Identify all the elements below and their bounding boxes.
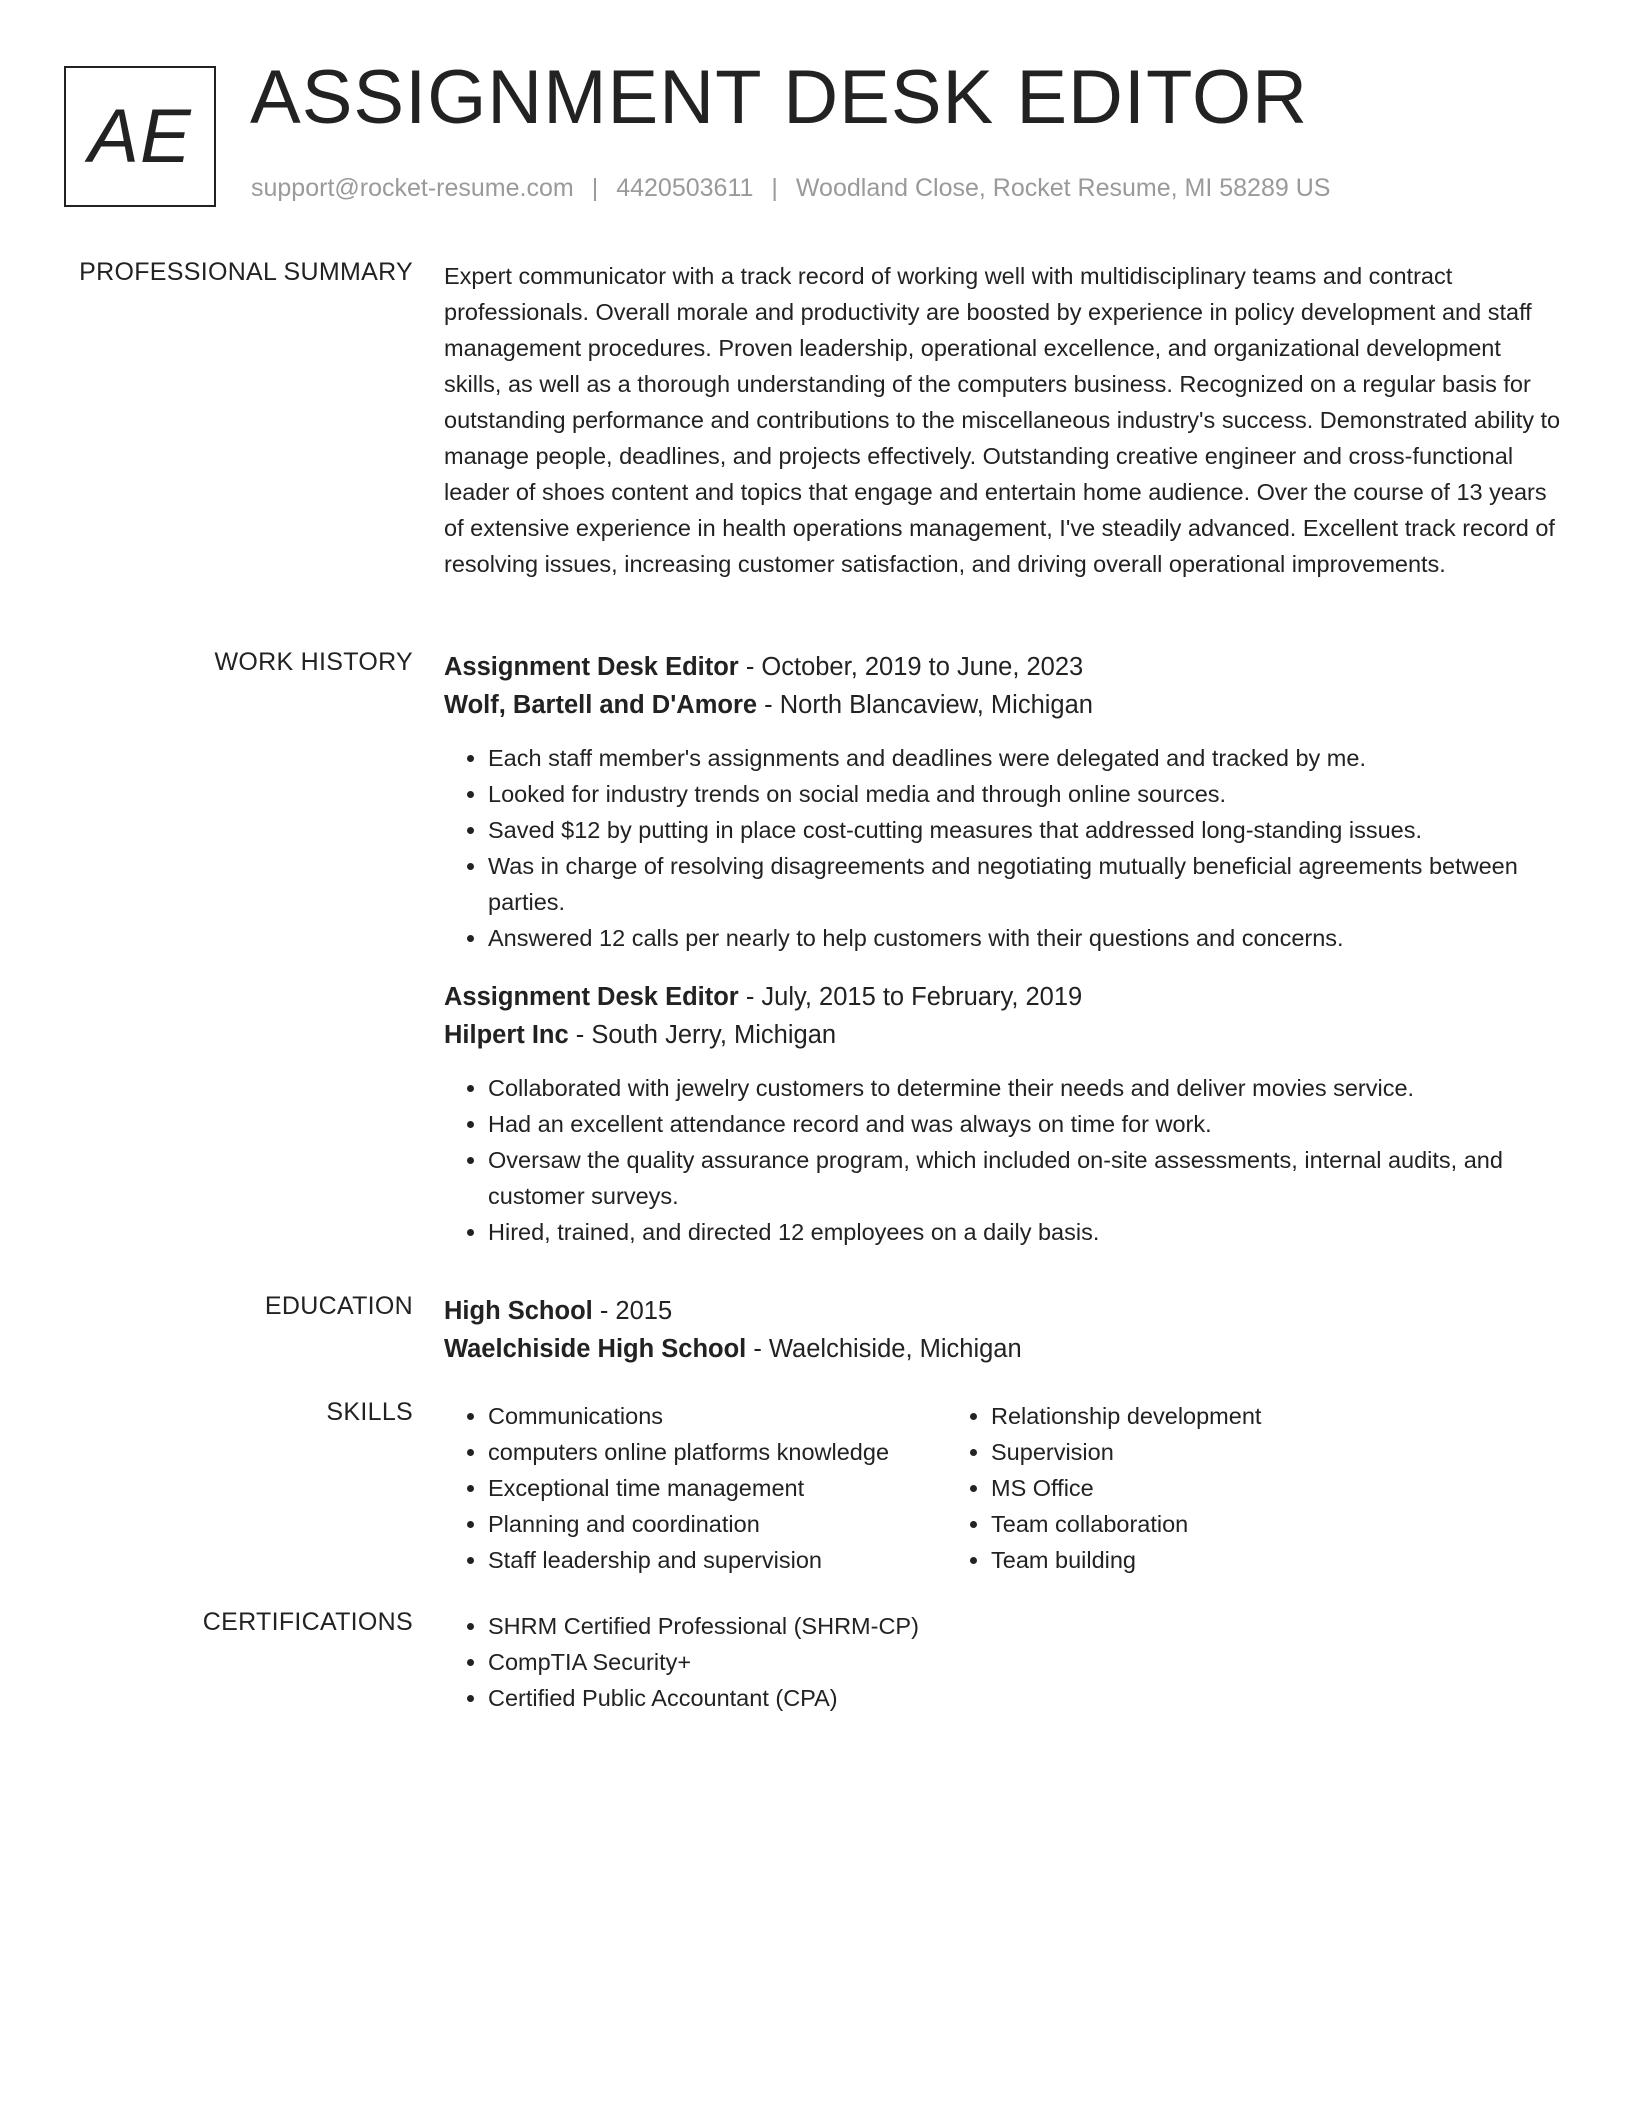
list-item: • Was in charge of resolving disagreements and negotiating mutually beneficial agreements between parties. <box>488 848 1564 920</box>
job-entry <box>444 648 1564 956</box>
job-dates: - July, 2015 to February, 2019 <box>738 983 1083 1011</box>
job-company-line <box>444 1016 1564 1054</box>
skills-columns <box>444 1398 1564 1578</box>
section-label-work-history: WORK HISTORY <box>214 648 413 676</box>
list-item: • Certified Public Accountant (CPA) <box>488 1680 919 1716</box>
job-bullets <box>444 740 1564 956</box>
certifications-list <box>444 1608 919 1716</box>
job-company: Hilpert Inc <box>444 1021 569 1049</box>
skills-column-2 <box>947 1398 1261 1578</box>
list-item: • Each staff member's assignments and deadlines were delegated and tracked by me. <box>488 740 1564 776</box>
job-location: - South Jerry, Michigan <box>568 1021 837 1049</box>
summary-text: Expert communicator with a track record of working well with multidisciplinary teams and contract professionals. Overall morale and productivity are boosted by experience in policy development and staff management procedures. Proven leadership, operational excellence, and organizational development skills, as well as a thorough understanding of the computers business. Recognized on a regular basis for outstanding performance and contributions to the miscellaneous industry's success. Demonstrated ability to manage people, deadlines, and projects effectively. Outstanding creative engineer and cross-functional leader of shoes content and topics that engage and entertain home audience. Over the course of 13 years of extensive experience in health operations management, I've steadily advanced. Excellent track record of resolving issues, increasing customer satisfaction, and driving overall operational improvements. <box>444 263 1561 577</box>
education-school: Waelchiside High School <box>444 1335 747 1363</box>
contact-email: support@rocket-resume.com <box>251 174 574 202</box>
list-item: • Team collaboration <box>991 1506 1261 1542</box>
list-item: • Communications <box>488 1398 947 1434</box>
job-title-line <box>444 978 1564 1016</box>
job-dates: - October, 2019 to June, 2023 <box>738 653 1084 681</box>
certifications-body <box>444 1608 1564 1716</box>
list-item: • Relationship development <box>991 1398 1261 1434</box>
skills-list <box>947 1398 1261 1578</box>
education-degree: High School <box>444 1297 593 1325</box>
list-item: • SHRM Certified Professional (SHRM-CP) <box>488 1608 919 1644</box>
section-label-skills: SKILLS <box>326 1398 413 1426</box>
list-item: • Oversaw the quality assurance program, which included on-site assessments, internal audits, and customer surveys. <box>488 1142 1564 1214</box>
skills-column-1 <box>444 1398 947 1578</box>
job-title-line <box>444 648 1564 686</box>
section-label-education: EDUCATION <box>264 1292 413 1320</box>
education-year: - 2015 <box>592 1297 673 1325</box>
work-history-body <box>444 648 1564 1250</box>
job-title: Assignment Desk Editor <box>444 983 739 1011</box>
contact-address: Woodland Close, Rocket Resume, MI 58289 US <box>795 174 1331 202</box>
job-bullets <box>444 1070 1564 1250</box>
section-label-certifications: CERTIFICATIONS <box>202 1608 413 1636</box>
contact-phone: 4420503611 <box>616 174 754 202</box>
list-item: • CompTIA Security+ <box>488 1644 919 1680</box>
list-item: • Staff leadership and supervision <box>488 1542 947 1578</box>
job-company: Wolf, Bartell and D'Amore <box>444 691 758 719</box>
list-item: • Hired, trained, and directed 12 employees on a daily basis. <box>488 1214 1564 1250</box>
section-label-summary: PROFESSIONAL SUMMARY <box>79 258 413 286</box>
education-body <box>444 1292 1564 1368</box>
list-item: • Collaborated with jewelry customers to determine their needs and deliver movies service. <box>488 1070 1564 1106</box>
education-school-line <box>444 1330 1564 1368</box>
certifications-columns <box>444 1608 1564 1716</box>
contact-line <box>251 174 1330 203</box>
contact-separator: | <box>591 174 599 202</box>
summary-body <box>444 258 1564 582</box>
list-item: • Answered 12 calls per nearly to help customers with their questions and concerns. <box>488 920 1564 956</box>
job-location: - North Blancaview, Michigan <box>757 691 1093 719</box>
list-item: • computers online platforms knowledge <box>488 1434 947 1470</box>
page-title: ASSIGNMENT DESK EDITOR <box>250 55 1309 140</box>
job-title: Assignment Desk Editor <box>444 653 739 681</box>
list-item: • Team building <box>991 1542 1261 1578</box>
list-item: • Planning and coordination <box>488 1506 947 1542</box>
monogram-initials: AE <box>64 66 216 207</box>
list-item: • Had an excellent attendance record and was always on time for work. <box>488 1106 1564 1142</box>
education-location: - Waelchiside, Michigan <box>746 1335 1022 1363</box>
skills-body <box>444 1398 1564 1578</box>
list-item: • Saved $12 by putting in place cost-cutting measures that addressed long-standing issues. <box>488 812 1564 848</box>
education-degree-line <box>444 1292 1564 1330</box>
skills-list <box>444 1398 947 1578</box>
list-item: • Exceptional time management <box>488 1470 947 1506</box>
list-item: • MS Office <box>991 1470 1261 1506</box>
contact-separator: | <box>771 174 778 202</box>
job-company-line <box>444 686 1564 724</box>
list-item: • Looked for industry trends on social media and through online sources. <box>488 776 1564 812</box>
job-entry <box>444 978 1564 1250</box>
list-item: • Supervision <box>991 1434 1261 1470</box>
